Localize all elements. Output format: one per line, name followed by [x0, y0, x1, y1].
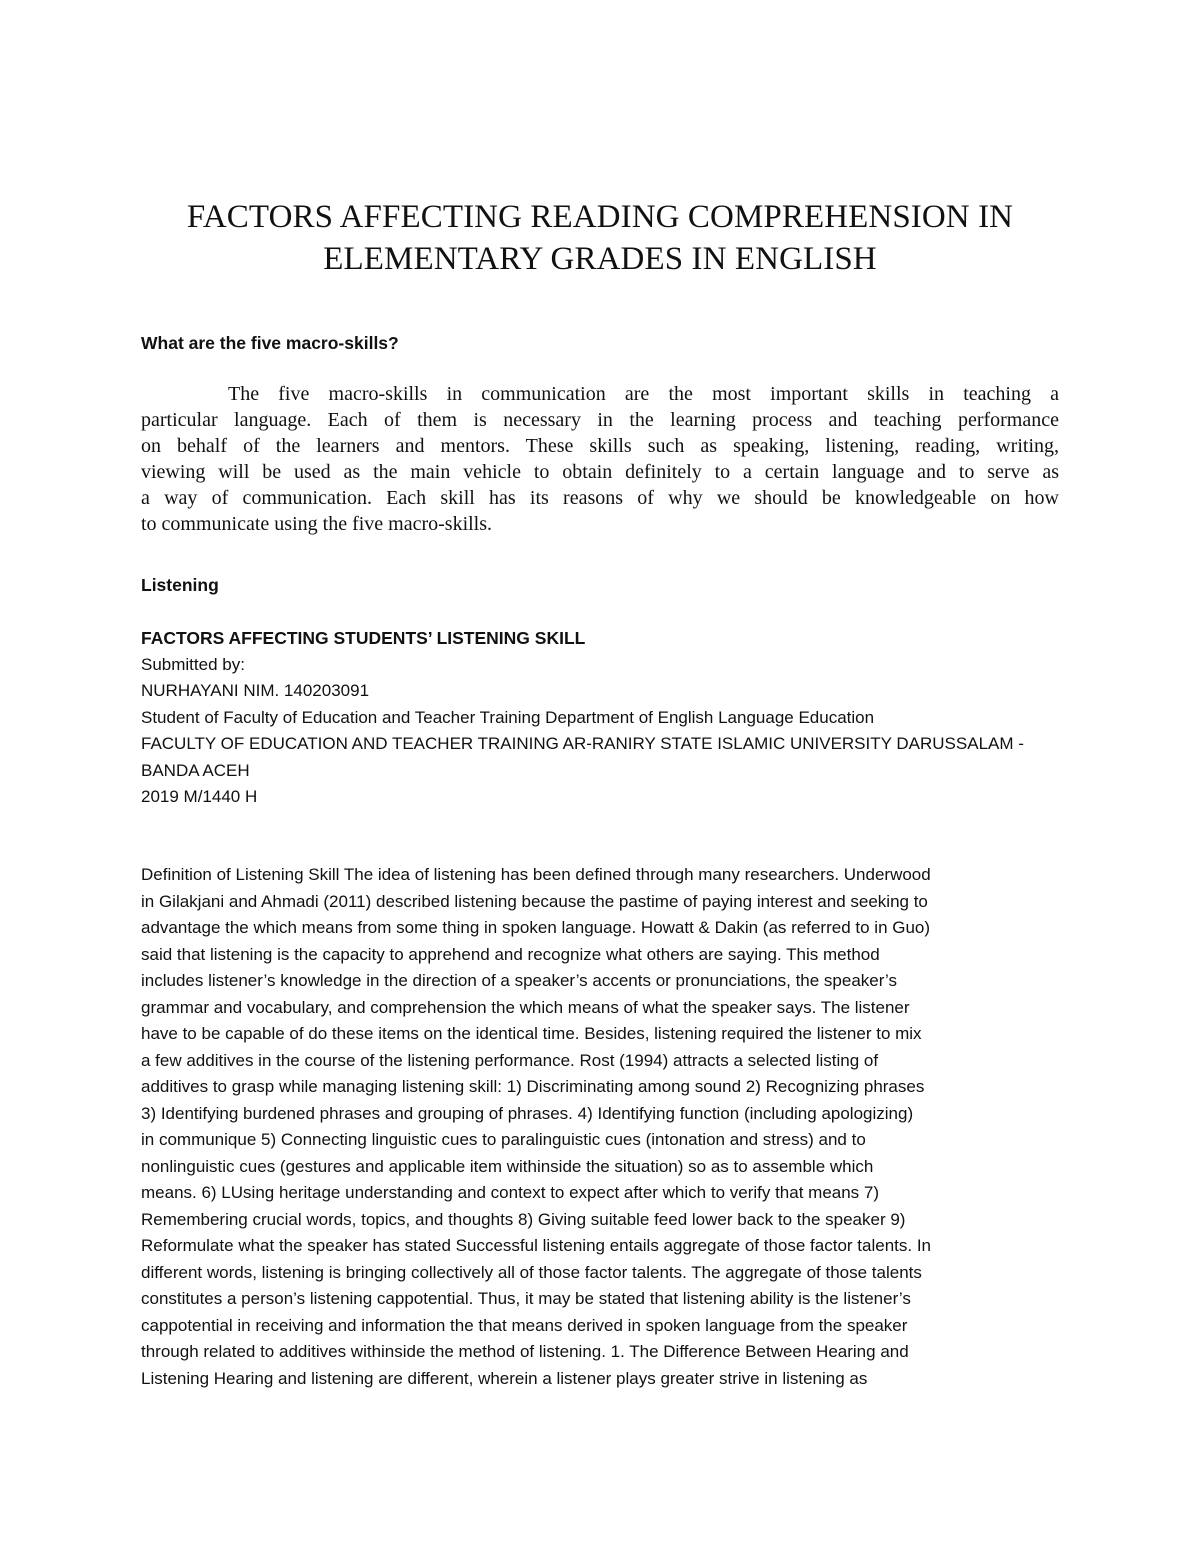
title-line: FACTORS AFFECTING READING COMPREHENSION IN [186, 199, 1014, 235]
paragraph-line: Listening Hearing and listening are different, wherein a listener plays greater strive in listening as [141, 1368, 868, 1388]
paragraph-line: Reformulate what the speaker has stated Successful listening entails aggregate of those factor talents. In [141, 1236, 932, 1255]
paragraph-line: through related to additives withinside the method of listening. 1. The Difference Between Hearing and [141, 1342, 909, 1361]
heading-macro-skills: What are the five macro-skills? [141, 333, 399, 353]
paragraph-line: includes listener’s knowledge in the direction of a speaker’s accents or pronunciations, the speaker’s [141, 971, 898, 990]
paragraph-line: cappotential in receiving and information the that means derived in spoken language from the speaker [141, 1315, 908, 1335]
paragraph-line: constitutes a person’s listening cappotential. Thus, it may be stated that listening ability is the listener’s [141, 1289, 911, 1308]
credit-line: BANDA ACEH [141, 760, 250, 780]
credit-line: FACULTY OF EDUCATION AND TEACHER TRAINING AR-RANIRY STATE ISLAMIC UNIVERSITY DARUSSALAM - [141, 734, 1024, 754]
intro-paragraph [141, 381, 1059, 537]
paragraph-line: nonlinguistic cues (gestures and applicable item withinside the situation) so as to assemble which [141, 1156, 874, 1176]
paragraph-line: means. 6) LUsing heritage understanding and context to expect after which to verify that means 7) [141, 1183, 880, 1202]
document-title [140, 196, 1060, 280]
credit-line: NURHAYANI NIM. 140203091 [141, 681, 370, 701]
paragraph-line: a few additives in the course of the listening performance. Rost (1994) attracts a selected listing of [141, 1050, 879, 1070]
paragraph-line: grammar and vocabulary, and comprehension the which means of what the speaker says. The listener [141, 997, 910, 1017]
paragraph-line: additives to grasp while managing listening skill: 1) Discriminating among sound 2) Recognizing phrases [141, 1077, 925, 1096]
paragraph-line: in communique 5) Connecting linguistic cues to paralinguistic cues (intonation and stress) and to [141, 1130, 866, 1149]
credit-line: Submitted by: [141, 655, 245, 674]
paragraph-line: to communicate using the five macro-skills. [141, 513, 493, 535]
credit-line: 2019 M/1440 H [141, 787, 258, 807]
paragraph-line: in Gilakjani and Ahmadi (2011) described listening because the pastime of paying interest and seeking to [141, 891, 928, 911]
submission-credits [141, 652, 1024, 810]
paragraph-line: a way of communication. Each skill has its reasons of why we should be knowledgeable on how [141, 487, 1059, 509]
paragraph-line: Remembering crucial words, topics, and thoughts 8) Giving suitable feed lower back to the speaker 9) [141, 1209, 906, 1229]
paragraph-line: on behalf of the learners and mentors. These skills such as speaking, listening, reading, writing, [141, 435, 1059, 457]
title-line: ELEMENTARY GRADES IN ENGLISH [323, 241, 877, 277]
paragraph-line: said that listening is the capacity to apprehend and recognize what others are saying. This method [141, 944, 880, 964]
credit-line: Student of Faculty of Education and Teacher Training Department of English Language Education [141, 707, 875, 727]
paragraph-line: 3) Identifying burdened phrases and grouping of phrases. 4) Identifying function (including apologizing) [141, 1103, 914, 1123]
paragraph-line: have to be capable of do these items on the identical time. Besides, listening required the listener to mix [141, 1024, 922, 1043]
heading-listening: Listening [141, 575, 219, 595]
paragraph-line: Definition of Listening Skill The idea of listening has been defined through many researchers. Underwood [141, 865, 931, 884]
paragraph-line: particular language. Each of them is necessary in the learning process and teaching performance [141, 409, 1059, 431]
paragraph-line: advantage the which means from some thing in spoken language. Howatt & Dakin (as referred to in Guo) [141, 918, 931, 937]
paragraph-line: viewing will be used as the main vehicle to obtain definitely to a certain language and to serve as [141, 461, 1059, 483]
heading-factors-listening: FACTORS AFFECTING STUDENTS’ LISTENING SKILL [141, 628, 586, 648]
listening-definition-paragraph [141, 862, 1061, 1392]
paragraph-line: The five macro-skills in communication are the most important skills in teaching a [228, 383, 1059, 405]
paragraph-line: different words, listening is bringing collectively all of those factor talents. The aggregate of those talents [141, 1262, 922, 1282]
